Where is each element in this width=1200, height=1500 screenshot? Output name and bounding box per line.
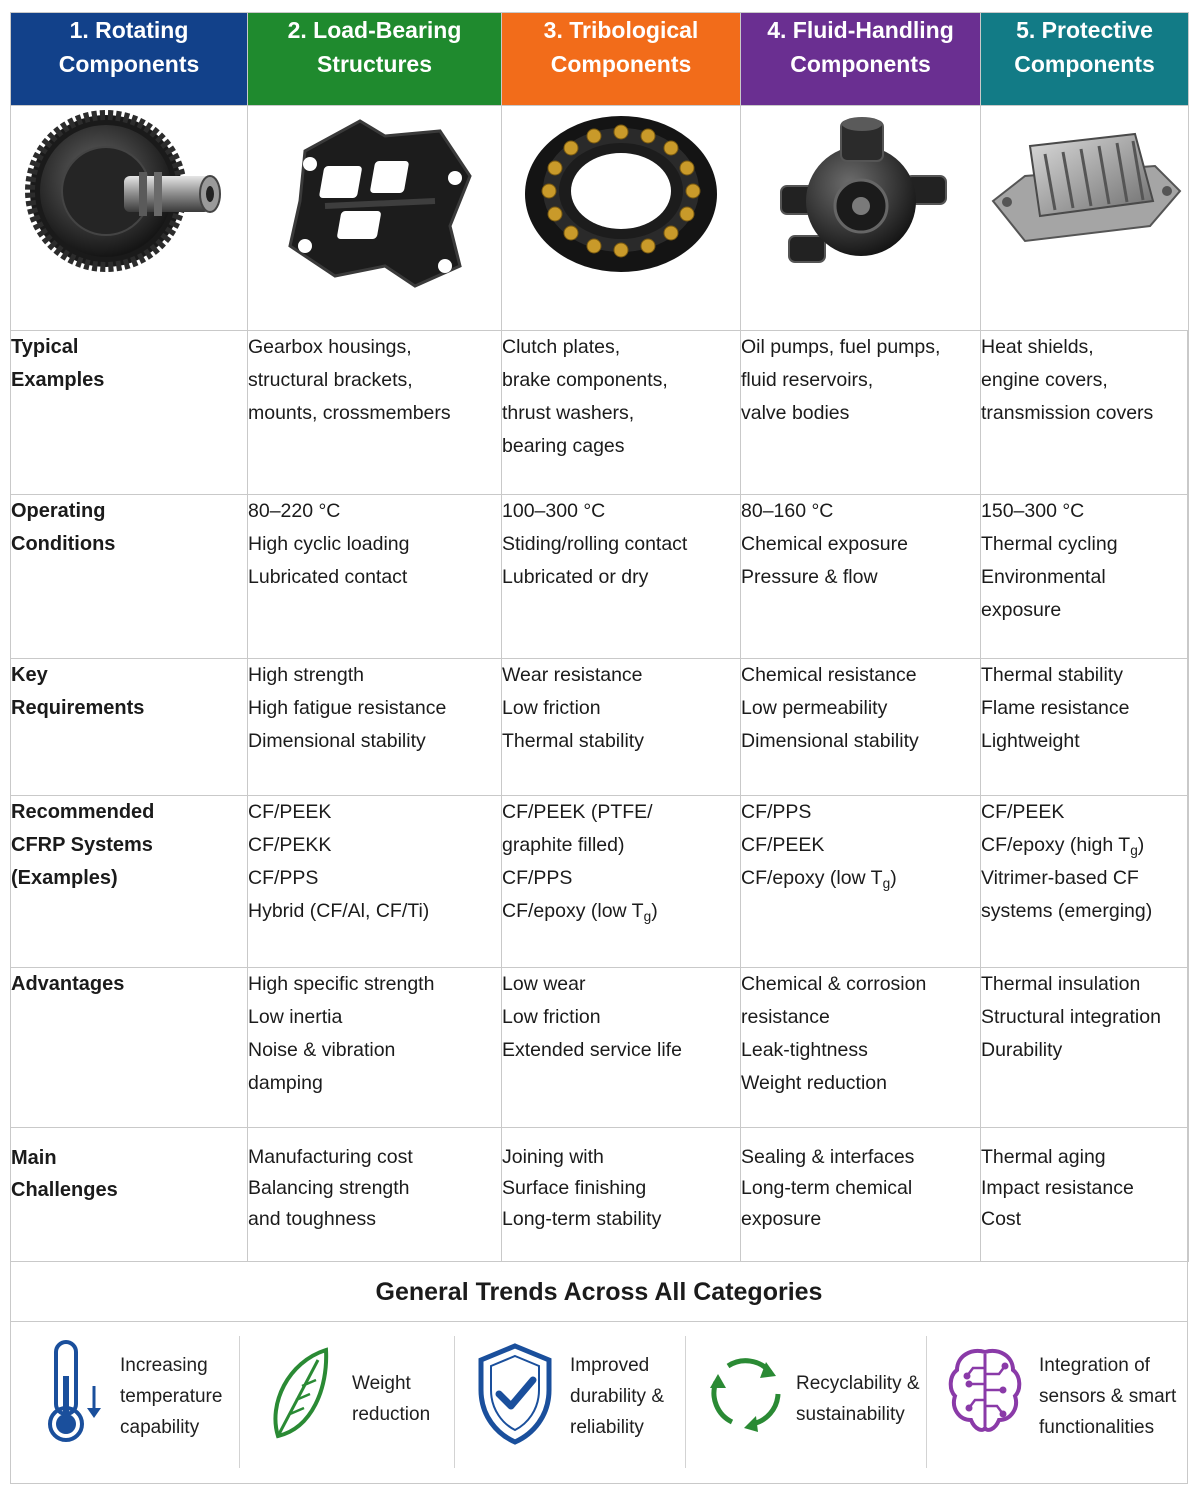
row-key-requirements (11, 659, 1189, 796)
thermometer-down-icon (38, 1336, 108, 1446)
image-cell-tribological (502, 106, 741, 331)
cell-protective-cfrp: CF/PEEK CF/epoxy (high $T_g$) Vitrimer-based CF systems (emerging) (981, 796, 1189, 968)
header-protective: 5. Protective Components (981, 13, 1189, 106)
cell-tribological-challenges: Joining with Surface finishing Long-term stability (502, 1128, 741, 1262)
cell-protective-challenges: Thermal aging Impact resistance Cost (981, 1128, 1189, 1262)
heat-shield-cover-icon (985, 106, 1185, 276)
trend-item-smart-sensors (927, 1322, 1188, 1484)
trend-text-temperature: Increasing temperature capability (120, 1355, 223, 1438)
cell-protective-advantages: Thermal insulation Structural integration Durability (981, 968, 1189, 1128)
trend-item-weight (240, 1322, 454, 1484)
recycle-arrows-icon (708, 1350, 784, 1434)
brain-circuit-icon (945, 1344, 1025, 1440)
trends-panel (10, 1322, 1188, 1484)
comparison-table (10, 12, 1189, 1262)
image-cell-fluid-handling (741, 106, 981, 331)
trend-item-durability (455, 1322, 685, 1484)
cell-tribological-requirements: Wear resistance Low friction Thermal stability (502, 659, 741, 796)
cell-tribological-cfrp: CF/PEEK (PTFE/ graphite filled) CF/PPS CF/epoxy (low $T_g$) (502, 796, 741, 968)
image-cell-load-bearing (248, 106, 502, 331)
cell-load-bearing-examples: Gearbox housings, structural brackets, mounts, crossmembers (248, 331, 502, 495)
helical-gear-shaft-icon (24, 106, 234, 286)
image-cell-protective (981, 106, 1189, 331)
row-recommended-cfrp (11, 796, 1189, 968)
cell-tribological-advantages: Low wear Low friction Extended service life (502, 968, 741, 1128)
cell-load-bearing-advantages: High specific strength Low inertia Noise & vibration damping (248, 968, 502, 1128)
row-typical-examples (11, 331, 1189, 495)
image-cell-rotating (11, 106, 248, 331)
trend-text-recyclability: Recyclability & sustainability (796, 1373, 920, 1425)
cell-tribological-examples: Clutch plates, brake components, thrust washers, bearing cages (502, 331, 741, 495)
row-label-main-challenges: Main Challenges (11, 1128, 248, 1262)
cell-tribological-conditions: 100–300 °C Stiding/rolling contact Lubricated or dry (502, 495, 741, 659)
row-operating-conditions (11, 495, 1189, 659)
header-fluid-handling: 4. Fluid-Handling Components (741, 13, 981, 106)
cell-protective-requirements: Thermal stability Flame resistance Lightweight (981, 659, 1189, 796)
row-main-challenges (11, 1128, 1189, 1262)
trend-text-weight: Weight reduction (352, 1373, 431, 1425)
header-load-bearing: 2. Load-Bearing Structures (248, 13, 502, 106)
cell-load-bearing-requirements: High strength High fatigue resistance Dimensional stability (248, 659, 502, 796)
cell-fluid-handling-requirements: Chemical resistance Low permeability Dimensional stability (741, 659, 981, 796)
row-label-typical-examples: Typical Examples (11, 331, 248, 495)
cell-protective-examples: Heat shields, engine covers, transmission covers (981, 331, 1189, 495)
shield-check-icon (477, 1342, 553, 1446)
trend-item-recyclability (686, 1322, 926, 1484)
image-row (11, 106, 1189, 331)
header-tribological: 3. Tribological Components (502, 13, 741, 106)
trend-text-durability: Improved durability & reliability (570, 1355, 664, 1438)
cell-load-bearing-conditions: 80–220 °C High cyclic loading Lubricated contact (248, 495, 502, 659)
cell-fluid-handling-challenges: Sealing & interfaces Long-term chemical exposure (741, 1128, 981, 1262)
cell-fluid-handling-cfrp: CF/PPS CF/PEEK CF/epoxy (low $T_g$) (741, 796, 981, 968)
ball-bearing-icon (521, 106, 721, 276)
trends-title: General Trends Across All Categories (10, 1262, 1188, 1322)
trend-item-temperature (10, 1322, 240, 1484)
row-label-recommended-cfrp: Recommended CFRP Systems (Examples) (11, 796, 248, 968)
header-row (11, 13, 1189, 106)
cell-fluid-handling-examples: Oil pumps, fuel pumps, fluid reservoirs, valve bodies (741, 331, 981, 495)
row-advantages (11, 968, 1189, 1128)
cell-load-bearing-cfrp: CF/PEEK CF/PEKK CF/PPS Hybrid (CF/Al, CF/Ti) (248, 796, 502, 968)
header-rotating: 1. Rotating Components (11, 13, 248, 106)
leaf-icon (268, 1344, 330, 1444)
trend-text-smart-sensors: Integration of sensors & smart functionalities (1039, 1355, 1177, 1438)
cell-fluid-handling-advantages: Chemical & corrosion resistance Leak-tightness Weight reduction (741, 968, 981, 1128)
row-label-operating-conditions: Operating Conditions (11, 495, 248, 659)
row-label-advantages: Advantages (11, 968, 248, 1128)
cell-protective-conditions: 150–300 °C Thermal cycling Environmental exposure (981, 495, 1189, 659)
structural-bracket-icon (265, 106, 485, 296)
row-label-key-requirements: Key Requirements (11, 659, 248, 796)
cell-load-bearing-challenges: Manufacturing cost Balancing strength and toughness (248, 1128, 502, 1262)
cell-fluid-handling-conditions: 80–160 °C Chemical exposure Pressure & flow (741, 495, 981, 659)
pump-housing-icon (761, 106, 961, 286)
